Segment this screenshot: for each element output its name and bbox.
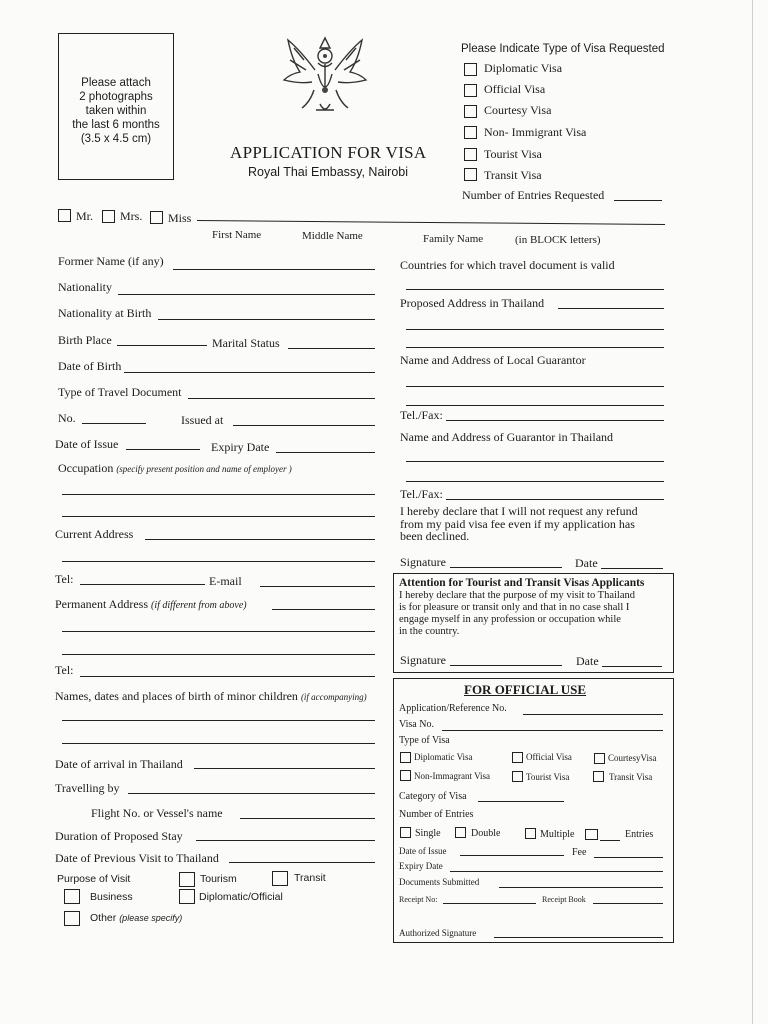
official-type-checkbox[interactable]: [400, 752, 411, 763]
signature-field[interactable]: [450, 567, 562, 568]
title-miss-checkbox[interactable]: [150, 211, 163, 224]
fee-field[interactable]: [594, 857, 663, 858]
purpose-other-note: (please specify): [119, 913, 183, 923]
minor-children-text: Names, dates and places of birth of minor children: [55, 689, 298, 703]
issued-at-field[interactable]: [233, 425, 375, 426]
receipt-no-field[interactable]: [443, 903, 536, 904]
visa-type-label: Non- Immigrant Visa: [484, 125, 587, 139]
date-of-issue-label: Date of Issue: [55, 437, 119, 451]
official-type-label: CourtesyVisa: [608, 753, 657, 763]
countries-valid-field[interactable]: [406, 289, 664, 290]
doc-no-label: No.: [58, 411, 76, 425]
attention-date-field[interactable]: [602, 666, 662, 667]
entries-double-checkbox[interactable]: [455, 827, 466, 838]
permanent-address-note: (if different from above): [150, 600, 247, 611]
entries-single-checkbox[interactable]: [400, 827, 411, 838]
permanent-address-label: [55, 597, 247, 612]
visa-type-heading: Please Indicate Type of Visa Requested: [461, 43, 665, 55]
receipt-book-label: Receipt Book: [542, 895, 586, 904]
attention-title: Attention for Tourist and Transit Visas Applicants: [399, 577, 645, 589]
official-type-checkbox[interactable]: [594, 753, 605, 764]
thai-guarantor-field-2[interactable]: [406, 481, 664, 482]
permanent-address-field-3[interactable]: [62, 654, 375, 655]
permanent-address-field-2[interactable]: [62, 631, 375, 632]
local-guarantor-label: Name and Address of Local Guarantor: [400, 353, 586, 367]
flight-label: Flight No. or Vessel's name: [91, 806, 223, 820]
former-name-label: Former Name (if any): [58, 254, 164, 268]
proposed-address-field-1[interactable]: [558, 308, 664, 309]
purpose-other-label: [90, 912, 182, 924]
minor-children-field-2[interactable]: [62, 743, 375, 744]
occupation-field-1[interactable]: [62, 494, 375, 495]
fee-label: Fee: [572, 847, 587, 858]
documents-submitted-field[interactable]: [499, 887, 663, 888]
birth-place-label: Birth Place: [58, 333, 112, 347]
visa-type-label: Diplomatic Visa: [484, 61, 563, 75]
official-expiry-field[interactable]: [450, 871, 663, 872]
email-field[interactable]: [260, 586, 375, 587]
attention-text: I hereby declare that the purpose of my visit to Thailand is for pleasure or transit only and that in no case shall I engage myself in any profession or occupation while in the country.: [399, 590, 635, 637]
garuda-emblem-icon: [280, 30, 370, 118]
title-mr-checkbox[interactable]: [58, 209, 71, 222]
issued-at-label: Issued at: [181, 413, 224, 427]
current-address-label: Current Address: [55, 527, 134, 541]
photo-instructions: Please attach 2 photographs taken within the last 6 months (3.5 x 4.5 cm): [72, 77, 160, 145]
marital-status-label: Marital Status: [212, 336, 280, 350]
occupation-label: [58, 461, 292, 476]
entries-custom-checkbox[interactable]: [585, 829, 598, 840]
entries-single-label: Single: [415, 828, 441, 839]
official-expiry-label: Expiry Date: [399, 861, 443, 871]
tel-label: Tel:: [55, 572, 74, 586]
visa-type-checkbox[interactable]: [464, 63, 477, 76]
duration-field[interactable]: [196, 840, 375, 841]
full-name-field[interactable]: [197, 220, 665, 225]
official-type-checkbox[interactable]: [593, 771, 604, 782]
signature-date-field[interactable]: [601, 568, 663, 569]
purpose-transit-label: Transit: [294, 872, 326, 884]
purpose-label: Purpose of Visit: [57, 873, 131, 885]
occupation-field-2[interactable]: [62, 516, 375, 517]
entries-multiple-label: Multiple: [540, 829, 575, 840]
arrival-date-label: Date of arrival in Thailand: [55, 757, 183, 771]
signature-date-label: Date: [575, 556, 598, 570]
occupation-note: (specify present position and name of employer ): [116, 464, 292, 474]
thai-telfax-field[interactable]: [446, 499, 664, 500]
official-type-checkbox[interactable]: [512, 771, 523, 782]
visa-type-checkbox[interactable]: [464, 84, 477, 97]
proposed-address-label: Proposed Address in Thailand: [400, 296, 545, 310]
number-entries-label: Number of Entries: [399, 809, 474, 820]
expiry-date-field[interactable]: [276, 452, 375, 453]
entries-requested-label: Number of Entries Requested: [462, 188, 605, 202]
entries-multiple-checkbox[interactable]: [525, 828, 536, 839]
official-date-issue-field[interactable]: [460, 855, 564, 856]
proposed-address-field-3[interactable]: [406, 347, 664, 348]
documents-submitted-label: Documents Submitted: [399, 877, 480, 887]
thai-telfax-label: Tel./Fax:: [400, 487, 443, 501]
proposed-address-field-2[interactable]: [406, 329, 664, 330]
nationality-at-birth-field[interactable]: [158, 319, 375, 320]
purpose-transit-checkbox[interactable]: [272, 871, 288, 886]
title-mrs-label: Mrs.: [120, 209, 143, 223]
duration-label: Duration of Proposed Stay: [55, 829, 183, 843]
nationality-at-birth-label: Nationality at Birth: [58, 306, 152, 320]
type-of-visa-label: Type of Visa: [399, 735, 450, 746]
nationality-label: Nationality: [58, 280, 112, 294]
dob-label: Date of Birth: [58, 359, 122, 373]
entries-custom-label: Entries: [625, 829, 654, 840]
official-type-checkbox[interactable]: [512, 752, 523, 763]
former-name-field[interactable]: [173, 269, 375, 270]
visa-type-checkbox[interactable]: [464, 105, 477, 118]
local-guarantor-field-1[interactable]: [406, 386, 664, 387]
app-ref-label: Application/Reference No.: [399, 703, 507, 714]
visa-type-checkbox[interactable]: [464, 168, 477, 181]
permanent-address-field-1[interactable]: [272, 609, 375, 610]
entries-double-label: Double: [471, 828, 501, 839]
tel2-field[interactable]: [80, 676, 375, 677]
local-telfax-label: Tel./Fax:: [400, 408, 443, 422]
visa-no-field[interactable]: [442, 730, 663, 731]
flight-field[interactable]: [240, 818, 375, 819]
page-subtitle: Royal Thai Embassy, Nairobi: [248, 165, 409, 179]
official-date-issue-label: Date of Issue: [399, 846, 447, 856]
purpose-diplomatic-checkbox[interactable]: [179, 889, 195, 904]
authorized-signature-label: Authorized Signature: [399, 928, 477, 938]
family-name-caption: Family Name: [423, 233, 484, 245]
official-type-label: Diplomatic Visa: [414, 752, 473, 762]
visa-type-label: Tourist Visa: [484, 147, 542, 161]
visa-type-checkbox[interactable]: [464, 126, 477, 139]
previous-visit-field[interactable]: [229, 862, 375, 863]
category-label: Category of Visa: [399, 791, 467, 802]
tel-field[interactable]: [80, 584, 205, 585]
minor-children-field-1[interactable]: [62, 720, 375, 721]
entries-requested-field[interactable]: [614, 200, 662, 201]
dob-field[interactable]: [124, 372, 375, 373]
arrival-date-field[interactable]: [194, 768, 375, 769]
title-mrs-checkbox[interactable]: [102, 210, 115, 223]
local-guarantor-field-2[interactable]: [406, 405, 664, 406]
visa-type-checkbox[interactable]: [464, 148, 477, 161]
countries-valid-label: Countries for which travel document is valid: [400, 258, 615, 272]
title-mr-label: Mr.: [76, 209, 94, 223]
marital-status-field[interactable]: [288, 348, 375, 349]
current-address-field-1[interactable]: [145, 539, 375, 540]
attention-signature-label: Signature: [400, 653, 446, 667]
occupation-label-text: Occupation: [58, 461, 114, 475]
purpose-tourism-checkbox[interactable]: [179, 872, 195, 887]
attention-signature-field[interactable]: [450, 665, 562, 666]
expiry-date-label: Expiry Date: [211, 440, 270, 454]
visa-type-label: Courtesy Visa: [484, 103, 552, 117]
official-type-label: Official Visa: [526, 752, 572, 762]
official-type-label: Non-Immagrant Visa: [414, 771, 491, 781]
local-telfax-field[interactable]: [446, 420, 664, 421]
minor-children-note: (if accompanying): [300, 692, 367, 702]
purpose-diplomatic-label: Diplomatic/Official: [199, 891, 283, 903]
travelling-by-label: Travelling by: [55, 781, 120, 795]
tel2-label: Tel:: [55, 663, 74, 677]
block-letters-caption: (in BLOCK letters): [515, 234, 601, 246]
receipt-no-label: Receipt No:: [399, 895, 438, 904]
purpose-other-checkbox[interactable]: [64, 911, 80, 926]
visa-type-label: Official Visa: [484, 82, 546, 96]
email-label: E-mail: [209, 574, 242, 588]
official-type-label: Tourist Visa: [526, 772, 570, 782]
thai-guarantor-field-1[interactable]: [406, 461, 664, 462]
nationality-field[interactable]: [118, 294, 375, 295]
thai-guarantor-label: Name and Address of Guarantor in Thailand: [400, 430, 614, 444]
refund-declaration: I hereby declare that I will not request any refund from my paid visa fee even if my application has been declined.: [400, 504, 638, 543]
birth-place-field[interactable]: [117, 345, 207, 346]
permanent-address-text: Permanent Address: [55, 597, 148, 611]
entries-custom-field[interactable]: [600, 840, 620, 841]
page-edge: [752, 0, 753, 1024]
previous-visit-label: Date of Previous Visit to Thailand: [55, 851, 219, 865]
date-of-issue-field[interactable]: [126, 449, 200, 450]
travel-document-field[interactable]: [188, 398, 375, 399]
visa-type-label: Transit Visa: [484, 168, 542, 182]
page-title: APPLICATION FOR VISA: [230, 143, 427, 162]
middle-name-caption: Middle Name: [302, 230, 363, 242]
official-use-title: FOR OFFICIAL USE: [464, 682, 587, 697]
visa-no-label: Visa No.: [399, 719, 434, 730]
official-type-checkbox[interactable]: [400, 770, 411, 781]
first-name-caption: First Name: [212, 229, 262, 241]
category-field[interactable]: [478, 801, 564, 802]
current-address-field-2[interactable]: [62, 561, 375, 562]
minor-children-label: [55, 689, 367, 704]
app-ref-field[interactable]: [523, 714, 663, 715]
authorized-signature-field[interactable]: [494, 937, 663, 938]
official-type-label: Transit Visa: [609, 772, 653, 782]
title-miss-label: Miss: [168, 211, 192, 225]
travelling-by-field[interactable]: [128, 793, 375, 794]
purpose-business-checkbox[interactable]: [64, 889, 80, 904]
travel-document-label: Type of Travel Document: [58, 385, 182, 399]
purpose-tourism-label: Tourism: [200, 873, 237, 885]
attention-date-label: Date: [576, 654, 599, 668]
receipt-book-field[interactable]: [593, 903, 663, 904]
purpose-business-label: Business: [90, 891, 133, 903]
purpose-other-text: Other: [90, 912, 117, 924]
doc-no-field[interactable]: [82, 423, 146, 424]
signature-label: Signature: [400, 555, 446, 569]
